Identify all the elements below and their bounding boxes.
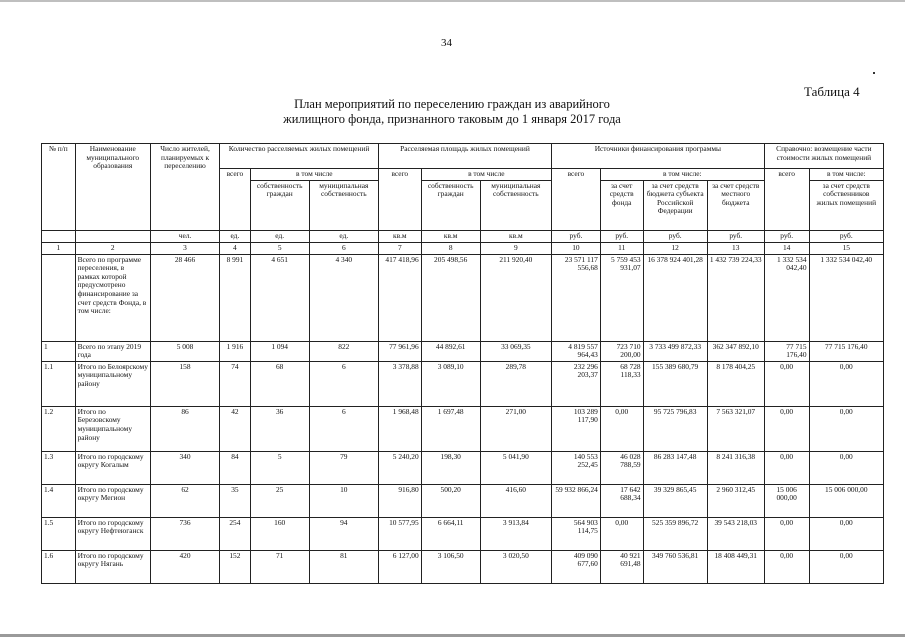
row-subject-budget: 155 389 680,79 (643, 361, 707, 406)
unit-cell: кв.м (378, 230, 421, 242)
row-fund: 0,00 (600, 517, 643, 550)
row-local-budget: 8 178 404,25 (707, 361, 764, 406)
row-name: Итого по Березовскому муниципальному району (75, 406, 150, 451)
header-reference: Справочно: возмещение части стоимости жилых помещений (764, 144, 883, 169)
row-area-mun: 3 020,50 (480, 550, 551, 583)
header-sources: Источники финансирования программы (551, 144, 764, 169)
row-area-mun: 289,78 (480, 361, 551, 406)
row-no: 1.3 (42, 451, 76, 484)
row-no (42, 254, 76, 341)
row-area: 417 418,96 (378, 254, 421, 341)
table-row (42, 361, 884, 406)
row-rooms-mun: 822 (309, 341, 378, 361)
table-row (42, 484, 884, 517)
header-rooms-own: собственность граждан (250, 180, 309, 230)
row-area: 1 968,48 (378, 406, 421, 451)
row-area-mun: 211 920,40 (480, 254, 551, 341)
row-area-own: 500,20 (421, 484, 480, 517)
unit-cell: кв.м (421, 230, 480, 242)
unit-cell: ед. (220, 230, 251, 242)
row-fin-total: 59 932 866,24 (551, 484, 600, 517)
column-numbers-row (42, 242, 884, 254)
row-no: 1.6 (42, 550, 76, 583)
row-subject-budget: 95 725 796,83 (643, 406, 707, 451)
header-area-total: всего (378, 169, 421, 231)
unit-cell: чел. (150, 230, 219, 242)
row-subject-budget: 39 329 865,45 (643, 484, 707, 517)
row-rooms: 8 991 (220, 254, 251, 341)
col-number: 3 (150, 242, 219, 254)
row-rooms-mun: 10 (309, 484, 378, 517)
row-rooms-mun: 81 (309, 550, 378, 583)
col-number: 10 (551, 242, 600, 254)
row-ref-total: 0,00 (764, 361, 809, 406)
row-no: 1.4 (42, 484, 76, 517)
row-subject-budget: 86 283 147,48 (643, 451, 707, 484)
row-rooms-own: 5 (250, 451, 309, 484)
row-rooms: 74 (220, 361, 251, 406)
table-row (42, 341, 884, 361)
row-name: Итого по городскому округу Мегион (75, 484, 150, 517)
row-rooms-own: 71 (250, 550, 309, 583)
unit-cell: руб. (551, 230, 600, 242)
row-rooms-mun: 94 (309, 517, 378, 550)
row-ref-owners: 0,00 (809, 451, 883, 484)
col-number: 6 (309, 242, 378, 254)
row-local-budget: 7 563 321,07 (707, 406, 764, 451)
unit-cell: руб. (600, 230, 643, 242)
row-area: 3 378,88 (378, 361, 421, 406)
row-rooms-mun: 79 (309, 451, 378, 484)
header-ref-incl: в том числе: (809, 169, 883, 181)
header-fin-total: всего (551, 169, 600, 231)
row-no: 1 (42, 341, 76, 361)
row-residents: 86 (150, 406, 219, 451)
row-ref-owners: 0,00 (809, 517, 883, 550)
row-rooms-mun: 6 (309, 406, 378, 451)
row-ref-total: 0,00 (764, 550, 809, 583)
header-area: Расселяемая площадь жилых помещений (378, 144, 551, 169)
row-residents: 420 (150, 550, 219, 583)
unit-cell: ед. (309, 230, 378, 242)
row-fund: 17 642 688,34 (600, 484, 643, 517)
row-no: 1.5 (42, 517, 76, 550)
row-area: 10 577,95 (378, 517, 421, 550)
row-local-budget: 362 347 892,10 (707, 341, 764, 361)
row-fin-total: 140 553 252,45 (551, 451, 600, 484)
row-ref-owners: 0,00 (809, 406, 883, 451)
row-rooms-own: 25 (250, 484, 309, 517)
row-local-budget: 1 432 739 224,33 (707, 254, 764, 341)
row-rooms-own: 160 (250, 517, 309, 550)
row-rooms-mun: 6 (309, 361, 378, 406)
row-name: Итого по Белоярскому муниципальному району (75, 361, 150, 406)
row-ref-total: 0,00 (764, 406, 809, 451)
row-area-mun: 33 069,35 (480, 341, 551, 361)
row-name: Итого по городскому округу Нягань (75, 550, 150, 583)
row-residents: 736 (150, 517, 219, 550)
row-residents: 5 008 (150, 341, 219, 361)
row-subject-budget: 16 378 924 401,28 (643, 254, 707, 341)
col-number: 2 (75, 242, 150, 254)
col-number: 4 (220, 242, 251, 254)
header-rooms-mun: муниципальная собственность (309, 180, 378, 230)
row-local-budget: 2 960 312,45 (707, 484, 764, 517)
row-residents: 28 466 (150, 254, 219, 341)
unit-cell: ед. (250, 230, 309, 242)
header-fin-incl: в том числе: (600, 169, 764, 181)
row-fin-total: 232 296 203,37 (551, 361, 600, 406)
row-fund: 5 759 453 931,07 (600, 254, 643, 341)
header-local-budget: за счет средств местного бюджета (707, 180, 764, 230)
row-ref-total: 15 006 000,00 (764, 484, 809, 517)
table-row (42, 550, 884, 583)
row-local-budget: 8 241 316,38 (707, 451, 764, 484)
header-no: № п/п (42, 144, 76, 231)
row-ref-owners: 15 006 000,00 (809, 484, 883, 517)
header-rooms-total: всего (220, 169, 251, 231)
row-rooms: 84 (220, 451, 251, 484)
row-fund: 46 028 788,59 (600, 451, 643, 484)
table-row (42, 517, 884, 550)
row-rooms: 35 (220, 484, 251, 517)
resettlement-plan-table (41, 143, 884, 584)
row-ref-total: 0,00 (764, 451, 809, 484)
row-rooms-own: 1 094 (250, 341, 309, 361)
row-no: 1.1 (42, 361, 76, 406)
unit-cell: руб. (809, 230, 883, 242)
title-line-1: План мероприятий по переселению граждан из аварийного (294, 97, 610, 111)
row-subject-budget: 349 760 536,81 (643, 550, 707, 583)
table-row (42, 451, 884, 484)
header-subject-budget: за счет средств бюджета субъекта Российской Федерации (643, 180, 707, 230)
row-rooms: 254 (220, 517, 251, 550)
col-number: 12 (643, 242, 707, 254)
row-area-mun: 5 041,90 (480, 451, 551, 484)
row-name: Всего по программе переселения, в рамках которой предусмотрено финансирование за счет средств Фонда, в том числе: (75, 254, 150, 341)
row-rooms-own: 4 651 (250, 254, 309, 341)
row-area-own: 3 089,10 (421, 361, 480, 406)
row-rooms-own: 68 (250, 361, 309, 406)
row-fin-total: 564 903 114,75 (551, 517, 600, 550)
scan-edge-top (0, 0, 905, 2)
col-number: 8 (421, 242, 480, 254)
header-area-mun: муниципальная собственность (480, 180, 551, 230)
row-area-mun: 271,00 (480, 406, 551, 451)
col-number: 15 (809, 242, 883, 254)
col-number: 1 (42, 242, 76, 254)
row-area-own: 3 106,50 (421, 550, 480, 583)
row-area-mun: 416,60 (480, 484, 551, 517)
header-area-own: собственность граждан (421, 180, 480, 230)
row-area-own: 205 498,56 (421, 254, 480, 341)
unit-cell: руб. (643, 230, 707, 242)
unit-cell: кв.м (480, 230, 551, 242)
row-ref-total: 77 715 176,40 (764, 341, 809, 361)
row-fin-total: 4 819 557 964,43 (551, 341, 600, 361)
row-area: 916,80 (378, 484, 421, 517)
col-number: 7 (378, 242, 421, 254)
row-area: 77 961,96 (378, 341, 421, 361)
row-rooms-own: 36 (250, 406, 309, 451)
row-fin-total: 23 571 117 556,68 (551, 254, 600, 341)
row-fund: 40 921 691,48 (600, 550, 643, 583)
row-area-own: 198,30 (421, 451, 480, 484)
row-subject-budget: 3 733 499 872,33 (643, 341, 707, 361)
row-ref-total: 1 332 534 042,40 (764, 254, 809, 341)
row-fund: 723 710 200,00 (600, 341, 643, 361)
row-rooms: 1 916 (220, 341, 251, 361)
page-number: 34 (441, 37, 452, 49)
row-ref-owners: 0,00 (809, 361, 883, 406)
row-fin-total: 103 289 117,90 (551, 406, 600, 451)
row-fund: 68 728 118,33 (600, 361, 643, 406)
row-ref-owners: 0,00 (809, 550, 883, 583)
row-rooms-mun: 4 340 (309, 254, 378, 341)
unit-cell: руб. (707, 230, 764, 242)
row-rooms: 152 (220, 550, 251, 583)
row-name: Итого по городскому округу Нефтеюганск (75, 517, 150, 550)
col-number: 13 (707, 242, 764, 254)
row-fund: 0,00 (600, 406, 643, 451)
header-ref-total: всего (764, 169, 809, 231)
row-ref-owners: 77 715 176,40 (809, 341, 883, 361)
header-rooms: Количество расселяемых жилых помещений (220, 144, 379, 169)
scan-edge-bottom (0, 634, 905, 637)
row-no: 1.2 (42, 406, 76, 451)
row-area-own: 1 697,48 (421, 406, 480, 451)
row-fin-total: 409 090 677,60 (551, 550, 600, 583)
scan-speck (873, 72, 875, 74)
title-line-2: жилищного фонда, признанного таковым до 1 января 2017 года (283, 112, 621, 126)
header-owners-funds: за счет средств собственников жилых помещений (809, 180, 883, 230)
col-number: 14 (764, 242, 809, 254)
header-rooms-incl: в том числе (250, 169, 378, 181)
row-name: Всего по этапу 2019 года (75, 341, 150, 361)
header-residents: Число жителей, планируемых к переселению (150, 144, 219, 231)
row-area: 5 240,20 (378, 451, 421, 484)
row-ref-total: 0,00 (764, 517, 809, 550)
table-tag: Таблица 4 (804, 84, 860, 99)
row-residents: 62 (150, 484, 219, 517)
row-residents: 340 (150, 451, 219, 484)
row-name: Итого по городскому округу Когалым (75, 451, 150, 484)
row-area: 6 127,00 (378, 550, 421, 583)
row-rooms: 42 (220, 406, 251, 451)
table-row (42, 406, 884, 451)
document-title (232, 97, 672, 127)
row-area-own: 6 664,11 (421, 517, 480, 550)
row-local-budget: 39 543 218,03 (707, 517, 764, 550)
col-number: 11 (600, 242, 643, 254)
col-number: 9 (480, 242, 551, 254)
row-residents: 158 (150, 361, 219, 406)
row-area-mun: 3 913,84 (480, 517, 551, 550)
units-row (42, 230, 884, 242)
header-fund: за счет средств фонда (600, 180, 643, 230)
col-number: 5 (250, 242, 309, 254)
row-ref-owners: 1 332 534 042,40 (809, 254, 883, 341)
header-area-incl: в том числе (421, 169, 551, 181)
row-local-budget: 18 408 449,31 (707, 550, 764, 583)
header-name: Наименование муниципального образования (75, 144, 150, 231)
row-subject-budget: 525 359 896,72 (643, 517, 707, 550)
unit-cell: руб. (764, 230, 809, 242)
row-area-own: 44 892,61 (421, 341, 480, 361)
table-row (42, 254, 884, 341)
